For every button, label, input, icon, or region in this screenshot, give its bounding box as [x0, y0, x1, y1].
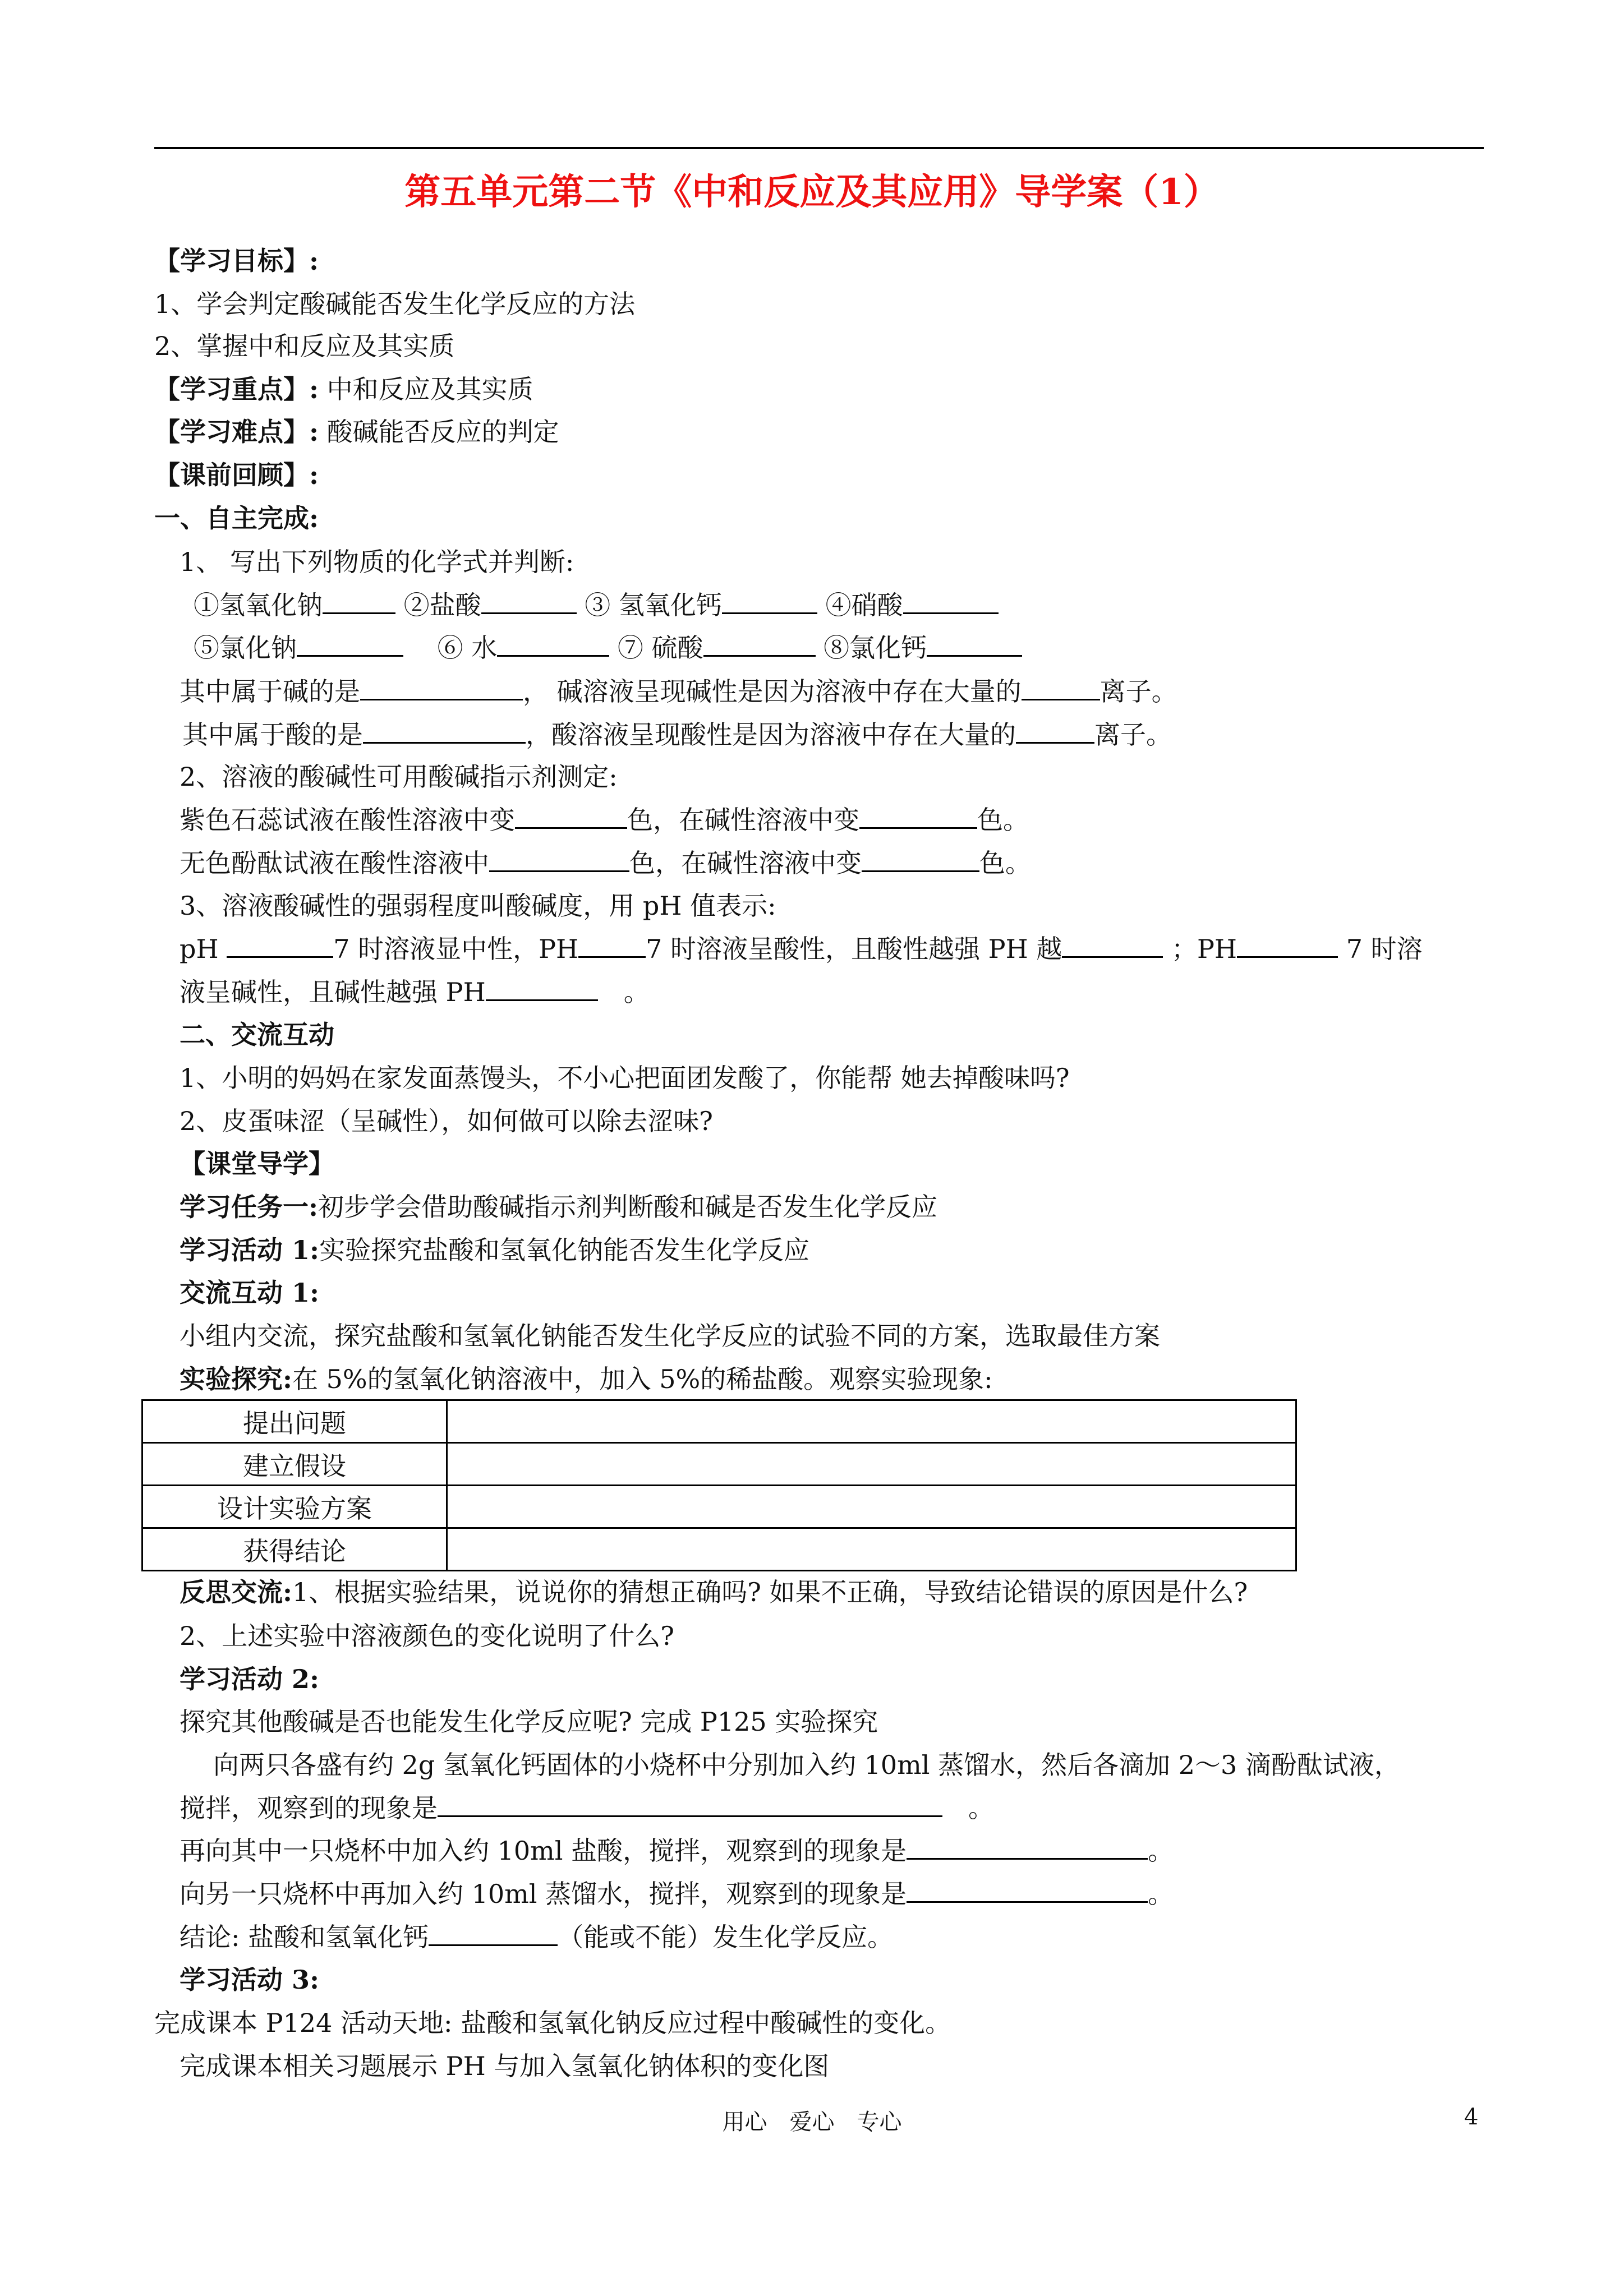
table-answer-cell[interactable] [447, 1486, 1296, 1528]
interaction-q2: 2、皮蛋味涩（呈碱性），如何做可以除去涩味? [180, 1106, 713, 1136]
key-point-text: 中和反应及其实质 [326, 374, 533, 404]
difficulty-text: 酸碱能否反应的判定 [326, 417, 559, 447]
answer-blank[interactable] [703, 633, 816, 657]
table-row [142, 1443, 1296, 1486]
answer-blank[interactable] [297, 633, 403, 657]
answer-blank[interactable] [907, 1836, 1148, 1860]
activity3-heading: 学习活动 3: [180, 1965, 320, 1995]
answer-blank[interactable] [429, 1922, 558, 1946]
table-row [142, 1486, 1296, 1528]
activity3-text-2: 完成课本相关习题展示 PH 与加入氢氧化钠体积的变化图 [180, 2051, 830, 2081]
answer-blank[interactable] [862, 848, 979, 872]
item-water: ⑥ 水 [437, 633, 498, 663]
item-calcium-chloride: ⑧氯化钙 [823, 633, 927, 663]
activity2-para-1: 向两只各盛有约 2g 氢氧化钙固体的小烧杯中分别加入约 10ml 蒸馏水，然后各滴加 2～3 滴酚酞试液， [213, 1750, 1400, 1780]
ph-text-c: 7 时溶液呈酸性，且酸性越强 PH 越 [646, 934, 1062, 964]
item-sulfuric-acid: ⑦ 硫酸 [617, 633, 703, 663]
question-3: 3、溶液酸碱性的强弱程度叫酸碱度，用 pH 值表示: [180, 891, 776, 921]
goal-item-2: 2、掌握中和反应及其实质 [154, 331, 455, 361]
conclusion-text-a: 结论: 盐酸和氢氧化钙 [180, 1922, 429, 1952]
answer-blank[interactable] [227, 934, 333, 958]
table-label: 获得结论 [142, 1528, 447, 1571]
phen-text-a: 无色酚酞试液在酸性溶液中 [180, 848, 489, 878]
activity2-para-3 [180, 1836, 1174, 1866]
answer-blank[interactable] [515, 805, 627, 829]
conclusion-text-b: （能或不能）发生化学反应。 [558, 1922, 894, 1952]
ph-text-d: ；PH [1171, 934, 1237, 964]
question-2: 2、溶液的酸碱性可用酸碱指示剂测定: [180, 762, 618, 792]
act2-p4-end: 。 [1148, 1879, 1174, 1909]
reflection-heading: 反思交流: [180, 1577, 292, 1607]
key-point-heading: 【学习重点】: [154, 374, 319, 404]
item-hydrochloric-acid: ②盐酸 [403, 590, 481, 620]
acid-text-c: 离子。 [1094, 720, 1172, 750]
table-answer-cell[interactable] [447, 1400, 1296, 1443]
table-answer-cell[interactable] [447, 1528, 1296, 1571]
act2-p2-text: 搅拌，观察到的现象是 [180, 1793, 438, 1823]
answer-blank[interactable] [323, 590, 395, 614]
difficulty-heading: 【学习难点】: [154, 417, 319, 447]
self-complete-heading: 一、自主完成: [154, 503, 319, 533]
acid-text-b: ，酸溶液呈现酸性是因为溶液中存在大量的 [526, 720, 1016, 750]
answer-blank[interactable] [927, 633, 1022, 657]
phen-text-b: 色，在碱性溶液中变 [629, 848, 862, 878]
ph-line-2 [180, 977, 650, 1008]
experiment-table [141, 1399, 1297, 1571]
review-heading: 【课前回顾】: [154, 460, 319, 490]
task1-heading: 学习任务一: [180, 1192, 318, 1222]
litmus-text-c: 色。 [977, 805, 1029, 835]
table-row [142, 1400, 1296, 1443]
answer-blank[interactable] [859, 805, 977, 829]
table-label: 建立假设 [142, 1443, 447, 1486]
activity2-para-4 [180, 1879, 1174, 1910]
experiment-text: 在 5%的氢氧化钠溶液中，加入 5%的稀盐酸。观察实验现象: [292, 1364, 993, 1394]
answer-blank[interactable] [481, 590, 577, 614]
exchange1-text: 小组内交流，探究盐酸和氢氧化钠能否发生化学反应的试验不同的方案，选取最佳方案 [180, 1321, 1160, 1351]
task1-text: 初步学会借助酸碱指示剂判断酸和碱是否发生化学反应 [318, 1192, 937, 1222]
acid-text-a: 其中属于酸的是 [182, 720, 363, 750]
activity3-text-1: 完成课本 P124 活动天地: 盐酸和氢氧化钠反应过程中酸碱性的变化。 [154, 2008, 951, 2038]
answer-blank[interactable] [578, 934, 646, 958]
base-line [180, 676, 1177, 707]
ph-text-a: pH [180, 934, 219, 964]
interaction-q1: 1、小明的妈妈在家发面蒸馒头，不小心把面团发酸了，你能帮 她去掉酸味吗? [180, 1063, 1070, 1093]
experiment-line [180, 1364, 993, 1395]
page-title: 第五单元第二节《中和反应及其应用》导学案（1） [404, 171, 1220, 213]
litmus-line [180, 805, 1029, 836]
item-calcium-hydroxide: ③ 氢氧化钙 [585, 590, 722, 620]
answer-blank[interactable] [486, 977, 598, 1001]
base-text-a: 其中属于碱的是 [180, 676, 360, 707]
acid-line [182, 720, 1172, 750]
footer-motto: 用心 爱心 专心 [722, 2109, 902, 2135]
conclusion-line [180, 1922, 893, 1953]
formula-row-1 [194, 590, 999, 621]
answer-blank[interactable] [1016, 720, 1094, 744]
table-row [142, 1528, 1296, 1571]
base-text-c: 离子。 [1099, 676, 1177, 707]
answer-blank[interactable] [722, 590, 817, 614]
phenolphthalein-line [180, 848, 1031, 879]
task1-line [180, 1192, 937, 1223]
litmus-text-b: 色，在碱性溶液中变 [627, 805, 859, 835]
experiment-heading: 实验探究: [180, 1364, 292, 1394]
goal-heading: 【学习目标】: [154, 246, 319, 276]
activity2-heading: 学习活动 2: [180, 1664, 320, 1694]
activity1-text: 实验探究盐酸和氢氧化钠能否发生化学反应 [319, 1235, 810, 1265]
answer-blank[interactable] [363, 720, 526, 744]
answer-blank[interactable] [907, 1879, 1148, 1903]
table-answer-cell[interactable] [447, 1443, 1296, 1486]
act2-p4-text: 向另一只烧杯中再加入约 10ml 蒸馏水，搅拌，观察到的现象是 [180, 1879, 907, 1909]
ph2-text-a: 液呈碱性，且碱性越强 PH [180, 977, 486, 1007]
answer-blank[interactable] [489, 848, 629, 872]
ph-line-1 [180, 934, 1423, 965]
ph2-text-b: 。 [623, 977, 650, 1007]
classroom-heading: 【课堂导学】 [180, 1149, 334, 1179]
answer-blank[interactable] [360, 676, 523, 700]
item-sodium-chloride: ⑤氯化钠 [194, 633, 297, 663]
answer-blank[interactable] [1022, 676, 1100, 700]
activity1-line [180, 1235, 809, 1266]
formula-row-2 [194, 633, 1022, 663]
litmus-text-a: 紫色石蕊试液在酸性溶液中变 [180, 805, 515, 835]
answer-blank[interactable] [497, 633, 609, 657]
base-text-b: ， 碱溶液呈现碱性是因为溶液中存在大量的 [523, 676, 1022, 707]
ph-text-e: 7 时溶 [1346, 934, 1423, 964]
activity2-para-2 [180, 1793, 994, 1824]
activity2-question: 探究其他酸碱是否也能发生化学反应呢? 完成 P125 实验探究 [180, 1707, 878, 1737]
table-label: 设计实验方案 [142, 1486, 447, 1528]
question-1: 1、 写出下列物质的化学式并判断: [180, 547, 574, 577]
answer-blank[interactable] [903, 590, 999, 614]
item-sodium-hydroxide: ①氢氧化钠 [194, 590, 323, 620]
ph-text-b: 7 时溶液显中性，PH [333, 934, 579, 964]
act2-p3-text: 再向其中一只烧杯中加入约 10ml 盐酸，搅拌，观察到的现象是 [180, 1836, 907, 1866]
exchange1-heading: 交流互动 1: [180, 1278, 320, 1308]
key-point-line [154, 374, 533, 405]
reflection-line [180, 1577, 1248, 1608]
difficulty-line [154, 417, 559, 448]
reflection-q2: 2、上述实验中溶液颜色的变化说明了什么? [180, 1621, 674, 1651]
activity1-heading: 学习活动 1: [180, 1235, 320, 1265]
act2-p2-end: 。 [968, 1793, 994, 1823]
item-nitric-acid: ④硝酸 [825, 590, 903, 620]
act2-p3-end: 。 [1148, 1836, 1174, 1866]
answer-blank[interactable] [1237, 934, 1338, 958]
interaction-heading: 二、交流互动 [180, 1020, 334, 1050]
answer-blank[interactable] [438, 1793, 942, 1817]
answer-blank[interactable] [1062, 934, 1163, 958]
reflection-text: 1、根据实验结果，说说你的猜想正确吗? 如果不正确，导致结论错误的原因是什么? [292, 1577, 1248, 1607]
header-rule [154, 147, 1484, 149]
page-number: 4 [1464, 2104, 1479, 2130]
goal-item-1: 1、学会判定酸碱能否发生化学反应的方法 [154, 289, 636, 319]
phen-text-c: 色。 [979, 848, 1031, 878]
table-label: 提出问题 [142, 1400, 447, 1443]
